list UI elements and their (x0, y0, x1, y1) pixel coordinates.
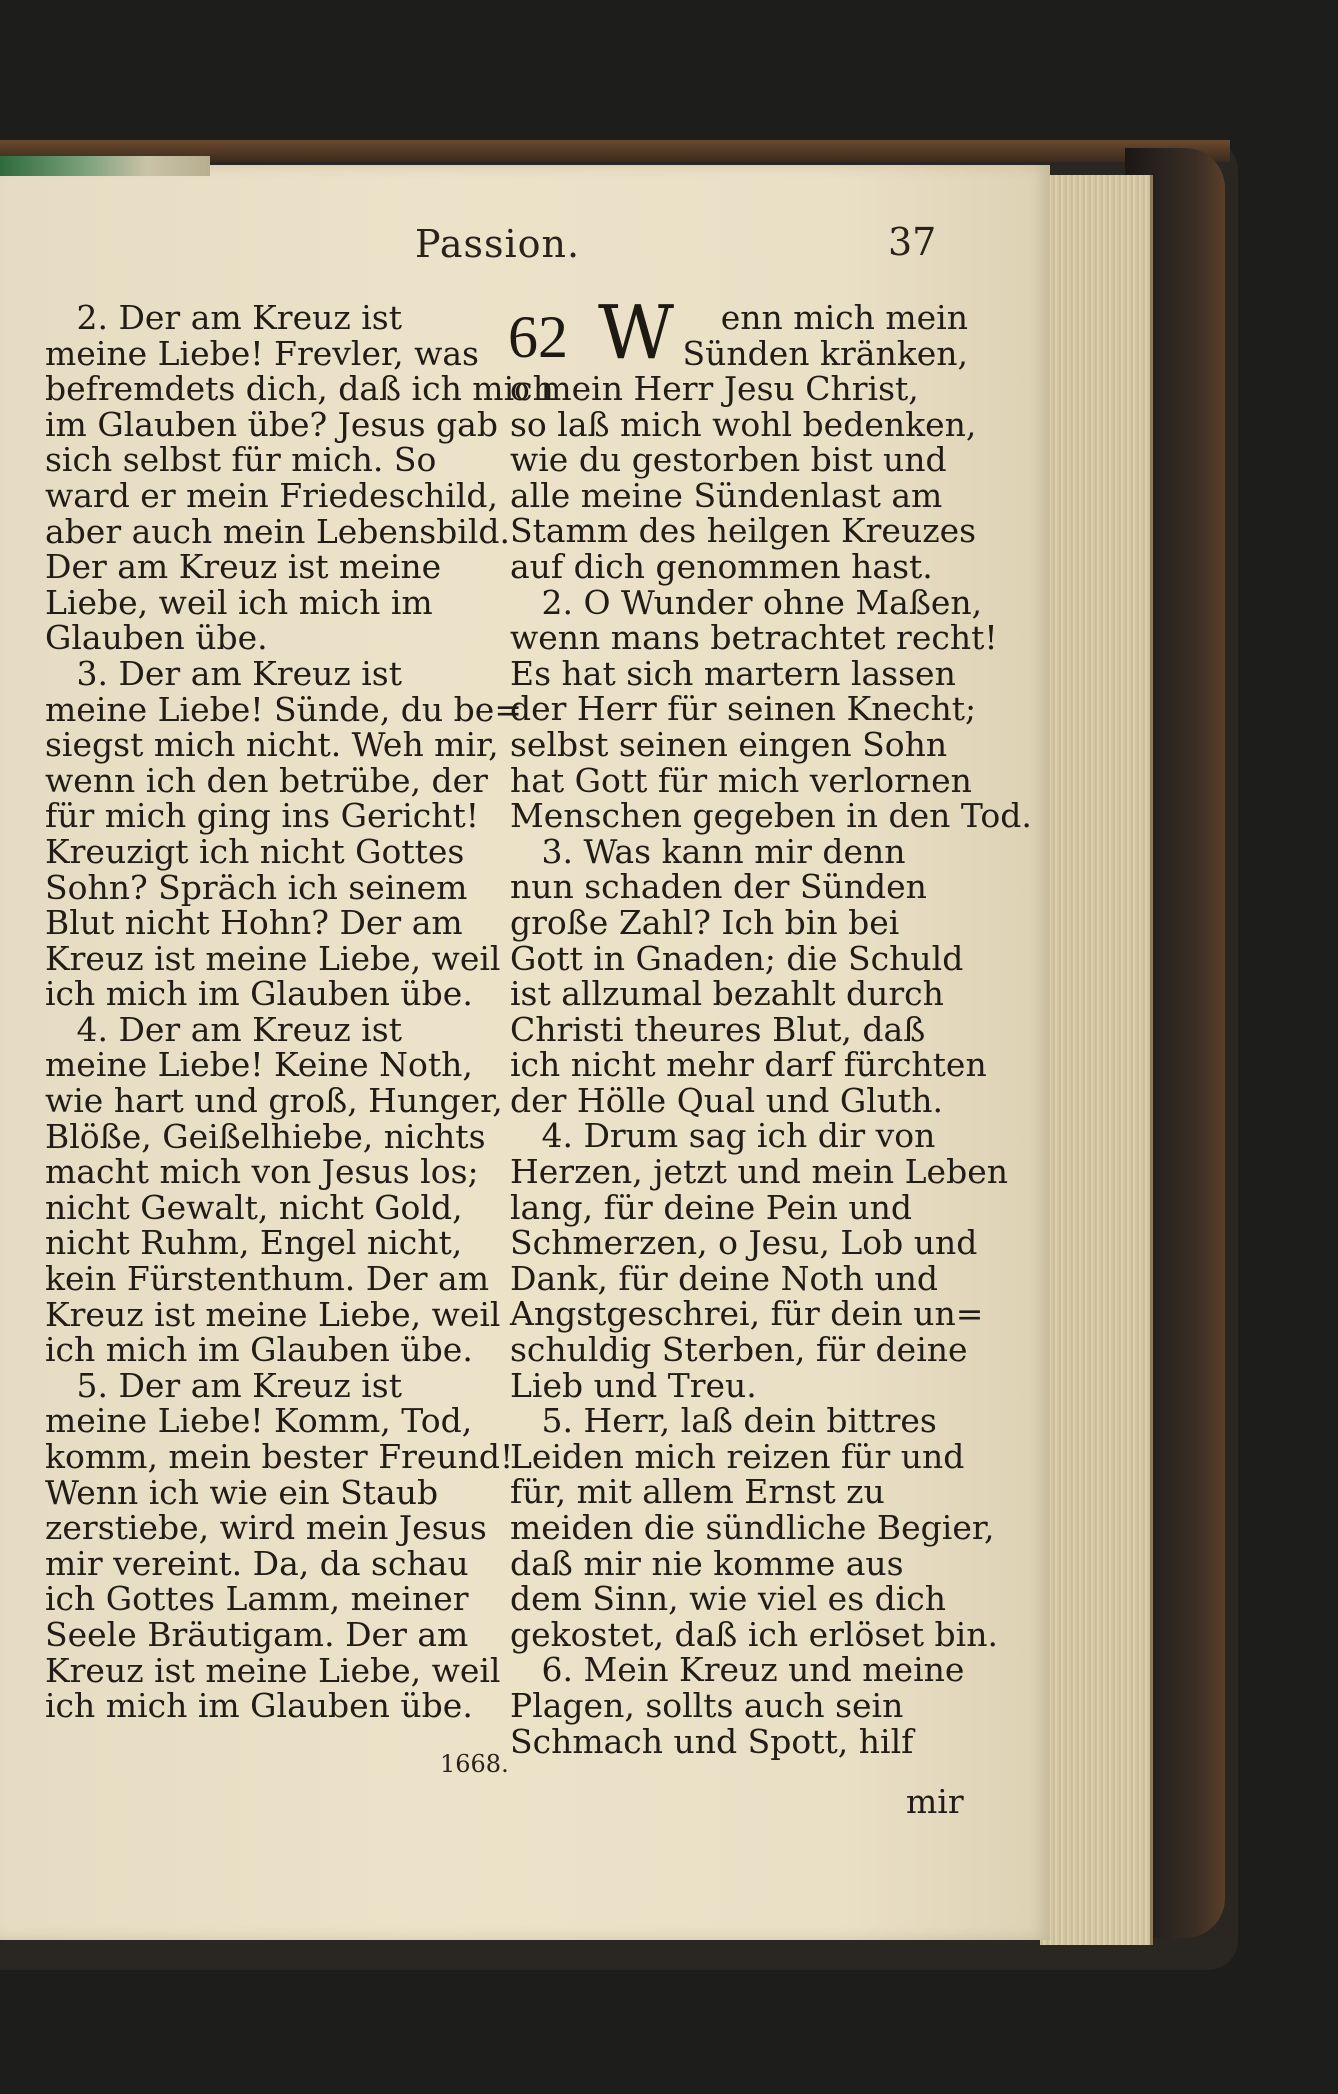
text-line: 6. Mein Kreuz und meine (510, 1650, 965, 1690)
text-line: Kreuzigt ich nicht Gottes (45, 831, 465, 871)
text-line: zerstiebe, wird mein Jesus (45, 1508, 487, 1548)
text-line: schuldig Sterben, für deine (510, 1330, 968, 1370)
text-line: sich selbst für mich. So (45, 440, 437, 480)
text-line: 4. Der am Kreuz ist (45, 1009, 402, 1049)
text-line: nicht Gewalt, nicht Gold, (45, 1187, 463, 1227)
text-line: wie hart und groß, Hunger, (45, 1081, 503, 1121)
text-line: Kreuz ist meine Liebe, weil (45, 1650, 501, 1690)
text-line: siegst mich nicht. Weh mir, (45, 725, 499, 765)
text-line: der Herr für seinen Knecht; (510, 689, 977, 729)
text-line: Dank, für deine Noth und (510, 1258, 938, 1298)
text-line: 5. Herr, laß dein bittres (510, 1401, 937, 1441)
text-line: meine Liebe! Frevler, was (45, 333, 479, 373)
text-line: 5. Der am Kreuz ist (45, 1365, 402, 1405)
text-line: Christi theures Blut, daß (510, 1009, 926, 1049)
text-line: Lieb und Treu. (510, 1365, 757, 1405)
text-line: so laß mich wohl bedenken, (510, 404, 977, 444)
text-line: meiden die sündliche Begier, (510, 1508, 995, 1547)
text-line: selbst seinen eingen Sohn (510, 724, 948, 764)
page-number: 37 (888, 220, 937, 264)
text-line: Herzen, jetzt und mein Leben (510, 1152, 1008, 1192)
text-line: Blut nicht Hohn? Der am (45, 903, 463, 943)
text-line: 3. Was kann mir denn (510, 831, 906, 871)
text-line: wenn ich den betrübe, der (45, 760, 488, 800)
text-line: ist allzumal bezahlt durch (510, 974, 944, 1014)
text-line: meine Liebe! Komm, Tod, (45, 1401, 473, 1441)
text-line: meine Liebe! Sünde, du be= (45, 689, 522, 729)
text-line: 2. Der am Kreuz ist (45, 298, 402, 337)
text-line: daß mir nie komme aus (510, 1543, 904, 1583)
text-line: Kreuz ist meine Liebe, weil (45, 938, 501, 978)
text-line: o mein Herr Jesu Christ, (510, 369, 919, 408)
text-line: Gott in Gnaden; die Schuld (510, 938, 964, 978)
text-line: Schmach und Spott, hilf (510, 1721, 914, 1761)
text-line: alle meine Sündenlast am (510, 475, 943, 515)
text-line: Schmerzen, o Jesu, Lob und (510, 1223, 978, 1263)
page-edges-stack (1040, 175, 1153, 1945)
text-line: Kreuz ist meine Liebe, weil (45, 1294, 501, 1334)
bookmark-ribbon (0, 156, 210, 176)
text-line: für, mit allem Ernst zu (510, 1472, 885, 1512)
text-line: dem Sinn, wie viel es dich (510, 1579, 947, 1619)
text-line: im Glauben übe? Jesus gab (45, 404, 498, 444)
text-line: ward er mein Friedeschild, (45, 475, 499, 515)
text-line: kein Fürstenthum. Der am (45, 1259, 489, 1299)
hymn-number: 62 (508, 304, 568, 370)
right-column-text (510, 369, 1032, 1761)
text-line: befremdets dich, daß ich mich (45, 369, 554, 409)
text-line: mir vereint. Da, da schau (45, 1543, 469, 1583)
text-line: Liebe, weil ich mich im (45, 582, 433, 622)
text-line: 3. Der am Kreuz ist (45, 653, 402, 693)
text-line: auf dich genommen hast. (510, 546, 933, 586)
text-line: wie du gestorben bist und (510, 440, 947, 480)
catchword: mir (906, 1782, 964, 1821)
text-line: wenn mans betrachtet recht! (510, 618, 998, 658)
text-line: Seele Bräutigam. Der am (45, 1614, 469, 1654)
text-line: lang, für deine Pein und (510, 1187, 912, 1227)
text-line: meine Liebe! Keine Noth, (45, 1045, 473, 1085)
text-line: große Zahl? Ich bin bei (510, 902, 900, 942)
text-line: Der am Kreuz ist meine (45, 547, 442, 587)
text-line: Angstgeschrei, für dein un= (510, 1294, 984, 1334)
hymn-first-line: Sünden kränken, (682, 333, 968, 373)
text-line: Leiden mich reizen für und (510, 1436, 965, 1476)
hymn-first-line: enn mich mein (720, 298, 968, 337)
text-line: Blöße, Geißelhiebe, nichts (45, 1116, 486, 1156)
text-line: der Hölle Qual und Gluth. (510, 1080, 944, 1120)
text-line: hat Gott für mich verlornen (510, 760, 972, 800)
text-line: Glauben übe. (45, 618, 268, 658)
hymn-first-lines (678, 300, 968, 371)
text-line: ich mich im Glauben übe. (45, 1686, 473, 1726)
text-line: Plagen, sollts auch sein (510, 1685, 904, 1725)
hymn-year: 1668. (440, 1750, 509, 1778)
text-line: ich mich im Glauben übe. (45, 1330, 473, 1370)
text-line: nicht Ruhm, Engel nicht, (45, 1223, 463, 1263)
text-line: Sohn? Spräch ich seinem (45, 867, 468, 907)
text-line: Wenn ich wie ein Staub (45, 1472, 439, 1512)
text-line: aber auch mein Lebensbild. (45, 511, 510, 551)
text-line: macht mich von Jesus los; (45, 1152, 479, 1192)
text-line: ich mich im Glauben übe. (45, 974, 473, 1014)
text-line: 2. O Wunder ohne Maßen, (510, 582, 983, 622)
text-line: nun schaden der Sünden (510, 867, 927, 907)
text-line: ich Gottes Lamm, meiner (45, 1579, 469, 1619)
running-head: Passion. (415, 222, 581, 266)
text-line: ich nicht mehr darf fürchten (510, 1045, 987, 1085)
text-line: für mich ging ins Gericht! (45, 796, 480, 836)
text-line: gekostet, daß ich erlöset bin. (510, 1614, 998, 1654)
text-line: Stamm des heilgen Kreuzes (510, 511, 977, 551)
text-line: Menschen gegeben in den Tod. (510, 796, 1032, 836)
drop-cap-initial: W (598, 290, 675, 376)
text-line: 4. Drum sag ich dir von (510, 1116, 936, 1156)
text-line: Es hat sich martern lassen (510, 653, 956, 693)
text-line: komm, mein bester Freund! (45, 1437, 514, 1476)
